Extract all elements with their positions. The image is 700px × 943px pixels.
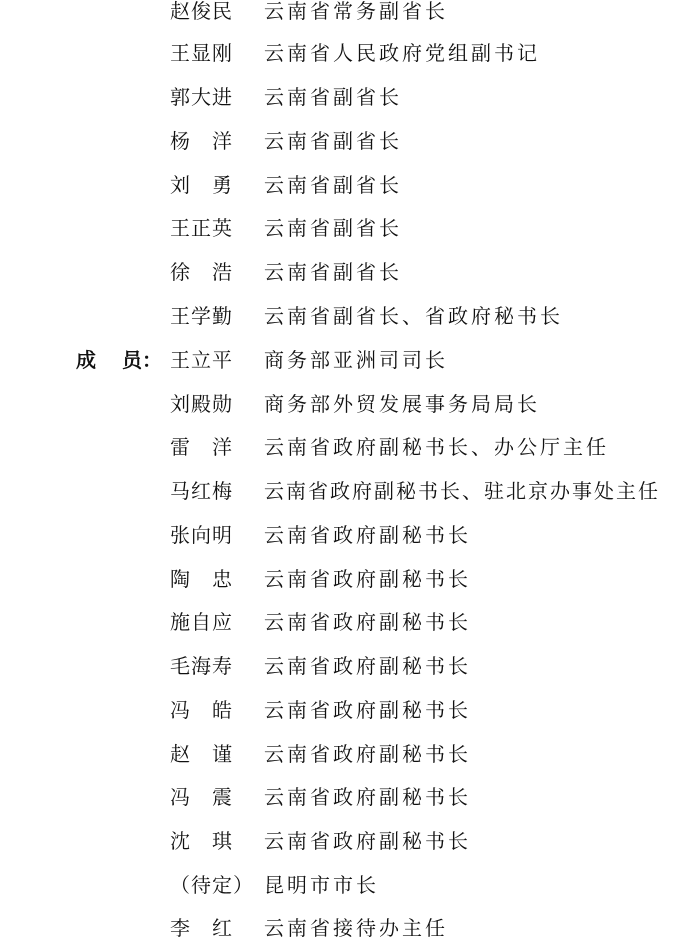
member-title: 云南省政府副秘书长: [264, 829, 471, 853]
member-name: 沈 琪: [170, 829, 233, 853]
member-name: 刘 勇: [170, 173, 233, 197]
member-title: 云南省人民政府党组副书记: [264, 41, 540, 65]
member-name: 徐 浩: [170, 260, 233, 284]
members-section-label: [76, 345, 162, 375]
list-item: [0, 913, 700, 943]
list-item: [0, 782, 700, 812]
member-title: 云南省副省长: [264, 85, 402, 109]
member-name: 杨 洋: [170, 129, 233, 153]
member-name: 马红梅: [170, 479, 233, 503]
member-title: 商务部外贸发展事务局局长: [264, 392, 540, 416]
member-name: 冯 震: [170, 785, 233, 809]
member-name: 雷 洋: [170, 435, 233, 459]
list-item: [0, 0, 700, 26]
list-item: [0, 213, 700, 243]
members-label-second: 员：: [122, 348, 162, 372]
list-item: [0, 607, 700, 637]
list-item: [0, 520, 700, 550]
member-title: 云南省政府副秘书长: [264, 567, 471, 591]
member-name: 王学勤: [170, 304, 233, 328]
member-name: 郭大进: [170, 85, 233, 109]
member-name: 赵俊民: [170, 0, 233, 23]
list-item: [0, 38, 700, 68]
member-title: 云南省副省长: [264, 173, 402, 197]
list-item: [0, 870, 700, 900]
member-name: 冯 皓: [170, 698, 233, 722]
member-name: 王立平: [170, 348, 233, 372]
list-item: [0, 826, 700, 856]
list-item: [0, 695, 700, 725]
member-title: 云南省副省长: [264, 129, 402, 153]
list-item: [0, 301, 700, 331]
list-item: [0, 126, 700, 156]
list-item: [0, 651, 700, 681]
list-item: [0, 257, 700, 287]
member-name: 毛海寿: [170, 654, 233, 678]
member-title: 云南省接待办主任: [264, 916, 448, 940]
member-title: 云南省政府副秘书长: [264, 610, 471, 634]
member-title: 云南省政府副秘书长: [264, 523, 471, 547]
member-name: 刘殿勋: [170, 392, 233, 416]
list-item: [0, 564, 700, 594]
member-title: 云南省政府副秘书长、驻北京办事处主任: [264, 479, 660, 503]
member-title: 云南省政府副秘书长: [264, 785, 471, 809]
list-item: [0, 82, 700, 112]
member-title: 商务部亚洲司司长: [264, 348, 448, 372]
list-item: [0, 345, 700, 375]
member-title: 云南省常务副省长: [264, 0, 448, 23]
list-item: [0, 476, 700, 506]
member-name: （待定）: [170, 873, 254, 897]
member-title: 云南省政府副秘书长: [264, 698, 471, 722]
member-name: 王正英: [170, 216, 233, 240]
member-name: 陶 忠: [170, 567, 233, 591]
member-name: 赵 谨: [170, 742, 233, 766]
member-name: 施自应: [170, 610, 233, 634]
member-name: 王显刚: [170, 41, 233, 65]
member-title: 云南省政府副秘书长: [264, 654, 471, 678]
member-name: 张向明: [170, 523, 233, 547]
list-item: [0, 170, 700, 200]
list-item: [0, 389, 700, 419]
members-label-first: 成: [76, 348, 96, 372]
list-item: [0, 432, 700, 462]
list-item: [0, 739, 700, 769]
member-title: 云南省政府副秘书长: [264, 742, 471, 766]
member-title: 云南省政府副秘书长、办公厅主任: [264, 435, 609, 459]
member-title: 云南省副省长: [264, 216, 402, 240]
member-title: 云南省副省长: [264, 260, 402, 284]
member-name: 李 红: [170, 916, 233, 940]
member-title: 云南省副省长、省政府秘书长: [264, 304, 563, 328]
member-title: 昆明市市长: [264, 873, 379, 897]
